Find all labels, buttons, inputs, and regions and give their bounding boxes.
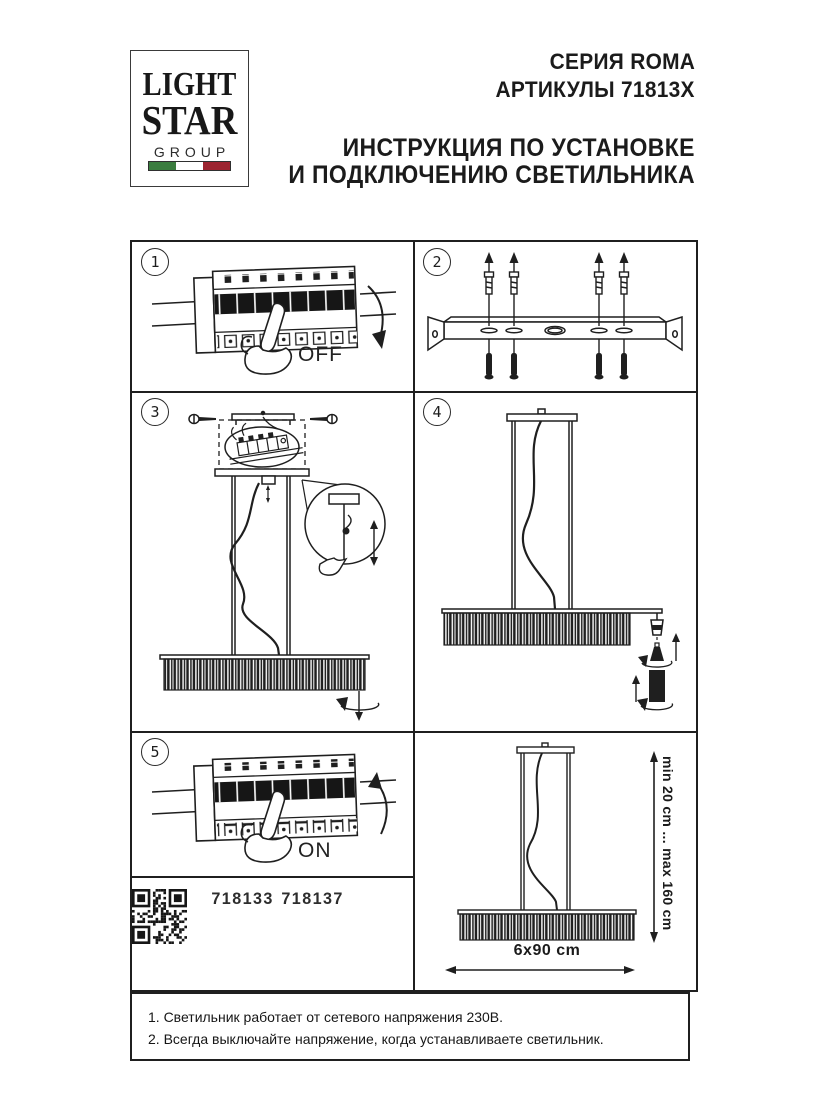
step2-panel <box>414 242 696 392</box>
step4-number: 4 <box>423 398 451 426</box>
qr-code-right <box>281 914 336 969</box>
flag-red <box>203 162 230 170</box>
doc-title-line2: И ПОДКЛЮЧЕНИЮ СВЕТИЛЬНИКА <box>288 161 695 189</box>
article-code-left: 718133 <box>211 889 274 908</box>
logo-word-star: STAR <box>141 97 238 143</box>
article-code-right: 718137 <box>281 889 344 908</box>
instruction-grid <box>130 240 698 992</box>
doc-title-line1: ИНСТРУКЦИЯ ПО УСТАНОВКЕ <box>342 134 695 162</box>
step2-number: 2 <box>423 248 451 276</box>
circuit-breaker-off-diagram <box>132 242 414 392</box>
lightstar-logo <box>130 50 249 187</box>
width-dimension-label: 6x90 cm <box>513 942 581 959</box>
fixture-hanging-diagram <box>132 392 414 732</box>
height-dimension-label: min 20 cm ... max 160 cm <box>660 756 676 931</box>
qr-panel <box>132 877 414 990</box>
logo-word-group: GROUP <box>153 144 231 160</box>
note-line-1: 1. Светильник работает от сетевого напряжения 230В. <box>148 1009 504 1025</box>
step1-panel <box>132 242 414 392</box>
circuit-breaker-on-diagram <box>132 732 414 877</box>
step4-panel <box>414 392 696 732</box>
articles-title: АРТИКУЛЫ 71813X <box>495 77 695 102</box>
step3-number: 3 <box>141 398 169 426</box>
flag-white <box>176 162 203 170</box>
safety-notes <box>130 992 690 1061</box>
series-title: СЕРИЯ ROMA <box>549 49 695 74</box>
italian-flag-icon <box>148 161 231 171</box>
qr-group-left <box>210 889 274 969</box>
step1-number: 1 <box>141 248 169 276</box>
step5-panel <box>132 732 414 877</box>
qr-group-right <box>280 889 344 969</box>
step5-number: 5 <box>141 738 169 766</box>
lamp-installation-diagram <box>414 392 696 732</box>
qr-code-left <box>211 914 266 969</box>
off-label: OFF <box>298 343 343 366</box>
logo-word-light: LIGHT <box>142 66 237 103</box>
flag-green <box>149 162 176 170</box>
on-label: ON <box>298 839 332 862</box>
dimensions-panel <box>414 732 696 990</box>
note-line-2: 2. Всегда выключайте напряжение, когда устанавливаете светильник. <box>148 1031 604 1047</box>
step3-panel <box>132 392 414 732</box>
mounting-bracket-diagram <box>414 242 696 392</box>
